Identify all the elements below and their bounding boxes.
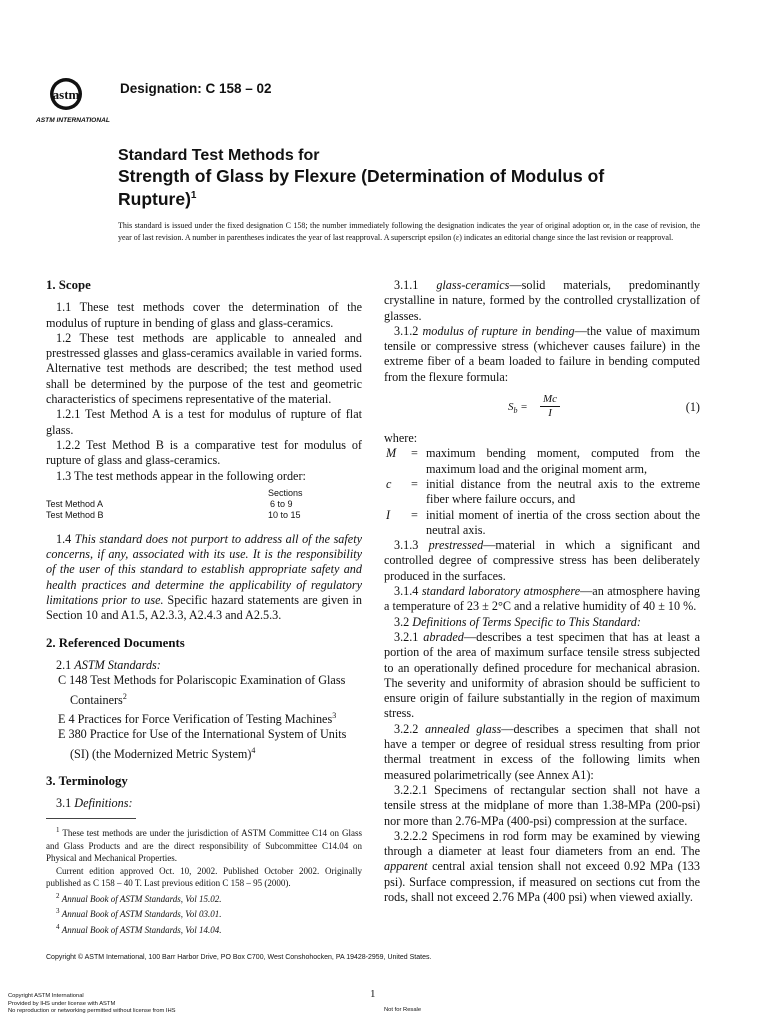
astm-logo <box>34 76 110 128</box>
definition-m: M = maximum bending moment, computed from the maximum load and the original moment arm, <box>386 446 700 476</box>
resale-notice: Not for Resale <box>384 1007 422 1013</box>
formula-denominator: I <box>548 407 552 420</box>
definition-text: maximum bending moment, computed from the maximum load and the original moment arm, <box>426 446 700 476</box>
footnote-1: $^1$ These test methods are under the jurisdiction of ASTM Committee C14 on Glass and Glass Products and are the direct responsibility of Subcommittee C14.04 on Physical and Mechanical Properties. <box>46 826 362 863</box>
reference-e380: E 380 Practice for Use of the International System of Units (SI) (the Modernized Metric System)$^4$ <box>58 727 347 761</box>
title-footnote-mark: 1 <box>190 190 197 201</box>
paragraph-1-3: 1.3 The test methods appear in the following order: <box>56 468 306 483</box>
table-row-name: Test Method B <box>46 509 104 520</box>
definition-text: initial distance from the neutral axis to the extreme fiber where failure occurs, and <box>426 476 700 507</box>
definition-text: initial moment of inertia of the cross section about the neutral axis. <box>426 507 700 537</box>
where-label: where: <box>384 431 418 446</box>
symbol: c <box>386 476 392 491</box>
paragraph-3-2-2-2: 3.2.2.2 Specimens in rod form may be examined by viewing through a diameter at least four diameters from an end. The apparent central axial tension shall not exceed 0.92 MPa (133 psi). Surface compression, if measured on sections cut from the rods, shall not exceed 2.76 MPa (400 psi) when viewed axially. <box>384 828 700 904</box>
document-title <box>118 146 678 209</box>
designation: Designation: C 158 – 02 <box>120 81 272 96</box>
paragraph-1-4: 1.4 This standard does not purport to address all of the safety concerns, if any, associated with its use. It is the responsibility of the user of this standard to establish appropriate safety and health practices and determine the applicability of regulatory limitations prior to use. Specific hazard statements are given in Section 10 and A1.5, A2.3.3, A2.4.3 and A2.5.3. <box>46 531 362 623</box>
paragraph-3-1-3: 3.1.3 prestressed—material in which a significant and controlled degree of compressive stress has been deliberately produced in the surfaces. <box>384 538 700 583</box>
svg-text:astm: astm <box>52 87 80 102</box>
section-heading-scope: 1. Scope <box>46 278 91 292</box>
title-line-3: Rupture) <box>118 188 191 209</box>
footnote-1-edition: Current edition approved Oct. 10, 2002. Published October 2002. Originally published as C 158 – 40 T. Last previous edition C 158 – 95 (2000). <box>46 865 362 888</box>
footnote-divider <box>46 818 136 819</box>
table-row-sections: 10 to 15 <box>268 509 301 520</box>
footnotes <box>46 824 362 936</box>
issue-note: This standard is issued under the fixed designation C 158; the number immediately following the designation indicates the year of original adoption or, in the case of revision, the year of last revision. A number in parentheses indicates the year of last reapproval. A superscript epsilon (ε) indicates an editorial change since the last revision or reapproval. <box>118 221 700 242</box>
paragraph-3-1-1: 3.1.1 glass-ceramics—solid materials, predominantly crystalline in nature, formed by the controlled crystallization of glasses. <box>384 278 700 323</box>
paragraph-1-2-2: 1.2.2 Test Method B is a comparative test for modulus of rupture of glass and glass-ceramics. <box>46 437 362 468</box>
formula-lhs: $S_b$ = <box>508 401 528 416</box>
reference-c148: C 148 Test Methods for Polariscopic Examination of Glass Containers$^2$ <box>58 673 346 707</box>
paragraph-3-2-2: 3.2.2 annealed glass—describes a specimen that shall not have a temper or degree of residual stress resulting from prior thermal treatment in excess of the following limits when measured polarimetrically (see Annex A1): <box>384 721 700 782</box>
paragraph-2-1: 2.1 ASTM Standards: <box>56 657 161 672</box>
table-row-name: Test Method A <box>46 498 104 509</box>
symbol: M <box>386 446 397 461</box>
paragraph-1-2-1: 1.2.1 Test Method A is a test for modulus of rupture of flat glass. <box>46 407 362 437</box>
right-column <box>384 278 700 905</box>
paragraph-3-2: 3.2 Definitions of Terms Specific to This Standard: <box>394 614 641 629</box>
footnote-2: $^2$ Annual Book of ASTM Standards, Vol 15.02. <box>56 891 222 904</box>
left-column <box>46 278 362 812</box>
license-notice: Copyright ASTM International Provided by IHS under license with ASTM No reproduction or networking permitted without license from IHS <box>8 993 176 1014</box>
paragraph-1-1: 1.1 These test methods cover the determination of the modulus of rupture in bending of glass and glass-ceramics. <box>46 300 362 330</box>
footnote-4: $^4$ Annual Book of ASTM Standards, Vol 14.04. <box>56 922 222 935</box>
definition-c: c = initial distance from the neutral axis to the extreme fiber where failure occurs, and <box>386 476 700 507</box>
symbol: I <box>386 507 391 522</box>
formula-numerator: Mc <box>540 393 560 407</box>
paragraph-3-2-1: 3.2.1 abraded—describes a test specimen that has at least a portion of the area of maximum surface tensile stress subjected to an operationally defined procedure for mechanical abrasion. The severity and uniformity of abrasion should be sufficient to ensure origin of failure substantially in the region of maximum stress. <box>384 629 701 721</box>
page-number: 1 <box>370 988 376 1000</box>
flexure-formula <box>384 391 700 425</box>
table-row-sections: 6 to 9 <box>270 498 293 509</box>
title-line-1: Standard Test Methods for <box>118 147 320 164</box>
methods-table-header: Sections <box>268 487 303 498</box>
footnote-3: $^3$ Annual Book of ASTM Standards, Vol 03.01. <box>56 907 222 919</box>
definition-i: I = initial moment of inertia of the cross section about the neutral axis. <box>386 507 700 537</box>
copyright-line: Copyright © ASTM International, 100 Barr Harbor Drive, PO Box C700, West Conshohocken, PA 19428-2959, United States. <box>46 954 432 961</box>
paragraph-3-1-2: 3.1.2 modulus of rupture in bending—the value of maximum tensile or compressive stress (whichever causes failure) in the extreme fiber of a beam loaded to failure in bending computed from the flexure formula: <box>384 323 701 384</box>
paragraph-3-2-2-1: 3.2.2.1 Specimens of rectangular section shall not have a tensile stress at the midplane of more than 1.38-MPa (200-psi) nor more than 2.76-MPa (400-psi) compression at the surface. <box>384 782 700 828</box>
paragraph-3-1-4: 3.1.4 standard laboratory atmosphere—an atmosphere having a temperature of 23 ± 2°C and a relative humidity of 40 ± 10 %. <box>384 584 700 614</box>
reference-e4: E 4 Practices for Force Verification of Testing Machines$^3$ <box>58 710 337 726</box>
paragraph-3-1: 3.1 Definitions: <box>56 796 133 811</box>
section-heading-terminology: 3. Terminology <box>46 773 128 788</box>
title-line-2: Strength of Glass by Flexure (Determination of Modulus of <box>118 166 605 186</box>
svg-text:ASTM INTERNATIONAL: ASTM INTERNATIONAL <box>36 117 110 124</box>
section-heading-referenced-documents: 2. Referenced Documents <box>46 635 185 650</box>
methods-table <box>46 488 362 526</box>
paragraph-1-2: 1.2 These test methods are applicable to annealed and prestressed glasses and glass-ceramics available in varied forms. Alternative test methods are described; the test method used shall be determined by the purpose of the test and geometric characteristics of specimens representative of the material. <box>46 330 362 407</box>
equation-number: (1) <box>685 400 700 415</box>
